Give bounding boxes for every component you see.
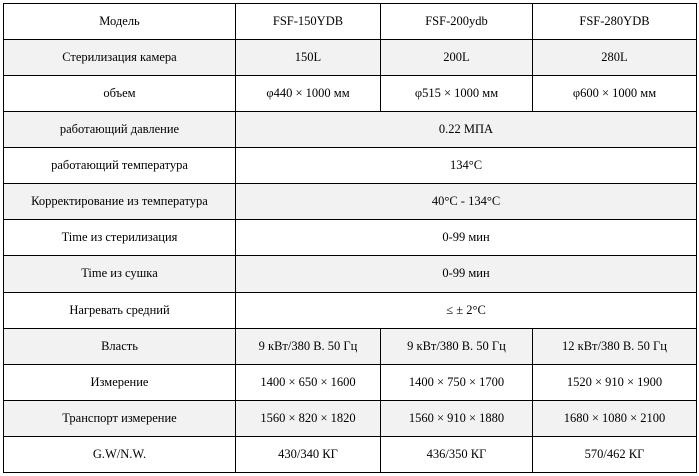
spec-table [3,3,697,473]
value-cell: φ440 × 1000 мм [236,76,381,112]
value-cell: 436/350 КГ [381,436,533,472]
value-cell: 280L [533,40,697,76]
value-cell: 9 кВт/380 В. 50 Гц [381,328,533,364]
merged-value-cell: 40°C - 134°C [236,184,697,220]
header-model-cell: FSF-280YDB [533,4,697,40]
value-cell: 1680 × 1080 × 2100 [533,400,697,436]
value-cell: 570/462 КГ [533,436,697,472]
merged-value-cell: ≤ ± 2°C [236,292,697,328]
value-cell: φ515 × 1000 мм [381,76,533,112]
value-cell: φ600 × 1000 мм [533,76,697,112]
row-label-cell: объем [4,76,236,112]
row-label-cell: Транспорт измерение [4,400,236,436]
value-cell: 1520 × 910 × 1900 [533,364,697,400]
header-model-cell: FSF-150YDB [236,4,381,40]
value-cell: 430/340 КГ [236,436,381,472]
table-row [4,184,697,220]
value-cell: 9 кВт/380 В. 50 Гц [236,328,381,364]
merged-value-cell: 134°C [236,148,697,184]
row-label-cell: G.W/N.W. [4,436,236,472]
merged-value-cell: 0.22 МПА [236,112,697,148]
merged-value-cell: 0-99 мин [236,220,697,256]
table-header-row [4,4,697,40]
row-label-cell: Нагревать средний [4,292,236,328]
table-row [4,112,697,148]
table-row [4,40,697,76]
row-label-cell: Time из сушка [4,256,236,292]
row-label-cell: Time из стерилизация [4,220,236,256]
table-row [4,256,697,292]
value-cell: 200L [381,40,533,76]
value-cell: 150L [236,40,381,76]
value-cell: 1400 × 750 × 1700 [381,364,533,400]
row-label-cell: Власть [4,328,236,364]
table-row [4,220,697,256]
header-model-cell: FSF-200ydb [381,4,533,40]
row-label-cell: работающий давление [4,112,236,148]
merged-value-cell: 0-99 мин [236,256,697,292]
spec-table-body [4,4,697,473]
value-cell: 1560 × 910 × 1880 [381,400,533,436]
row-label-cell: Стерилизация камера [4,40,236,76]
row-label-cell: Корректирование из температура [4,184,236,220]
table-row [4,436,697,472]
header-label-cell: Модель [4,4,236,40]
table-row [4,364,697,400]
row-label-cell: Измерение [4,364,236,400]
value-cell: 1560 × 820 × 1820 [236,400,381,436]
row-label-cell: работающий температура [4,148,236,184]
table-row [4,400,697,436]
table-row [4,328,697,364]
table-row [4,76,697,112]
table-row [4,292,697,328]
value-cell: 12 кВт/380 В. 50 Гц [533,328,697,364]
value-cell: 1400 × 650 × 1600 [236,364,381,400]
table-row [4,148,697,184]
